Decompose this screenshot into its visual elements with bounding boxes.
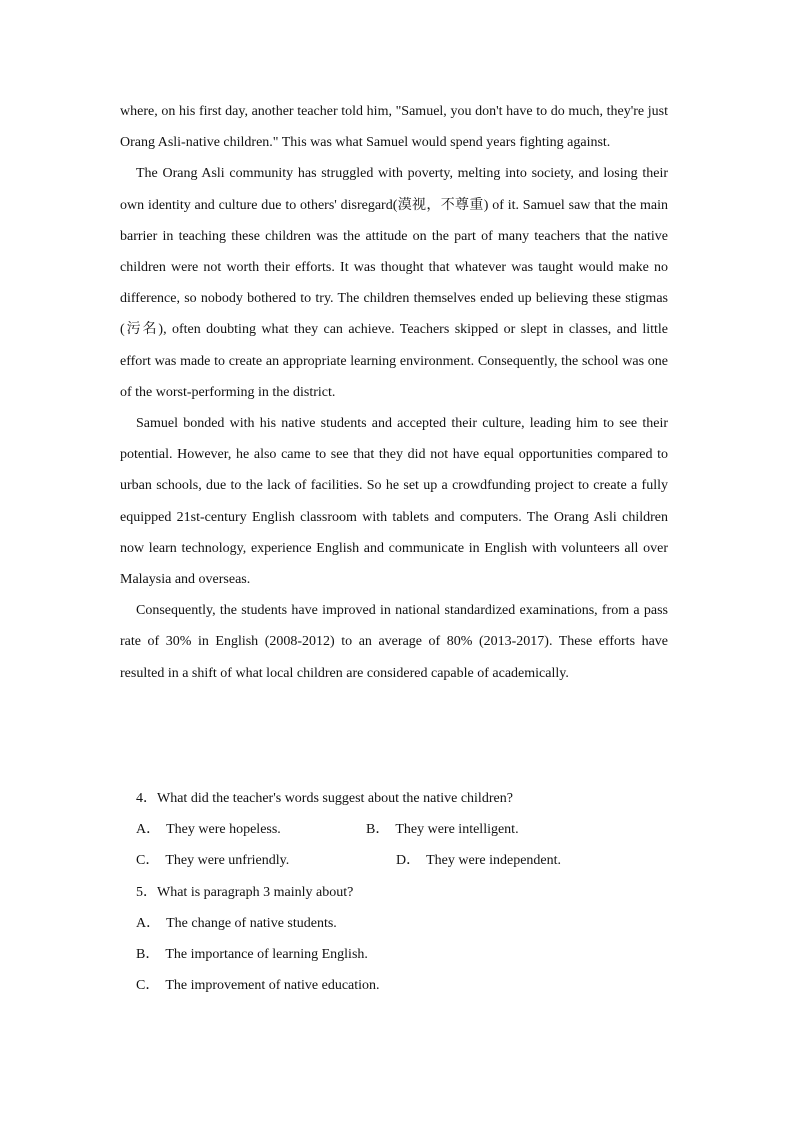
option-text: The improvement of native education. bbox=[165, 978, 380, 994]
question-5-option-b[interactable] bbox=[120, 939, 668, 970]
option-letter: A． bbox=[136, 915, 161, 931]
question-4-option-b[interactable] bbox=[366, 814, 519, 845]
question-5-option-a[interactable] bbox=[120, 908, 668, 939]
option-letter: D． bbox=[396, 853, 421, 869]
question-4-option-row-1 bbox=[120, 814, 668, 845]
passage-paragraph-4: Consequently, the students have improved in national standardized examinations, from a pass rate of 30% in English (2008-2012) to an average of 80% (2013-2017). These efforts have resulted in a shift of what local children are considered capable of academically. bbox=[120, 603, 668, 681]
option-text: They were intelligent. bbox=[395, 822, 519, 838]
option-letter: B． bbox=[136, 946, 160, 962]
option-text: The change of native students. bbox=[166, 915, 337, 931]
question-5-option-c[interactable] bbox=[120, 970, 668, 1001]
option-letter: C． bbox=[136, 853, 160, 869]
question-4-option-row-2 bbox=[120, 845, 668, 876]
question-4-option-c[interactable] bbox=[136, 845, 289, 876]
passage-paragraph-2: The Orang Asli community has struggled with poverty, melting into society, and losing their own identity and culture due to others' disregard(漠视，不尊重) of it. Samuel saw that the main barrier in teaching these children was the attitude on the part of many teachers that the native children were not worth their efforts. It was thought that whatever was taught would make no difference, so nobody bothered to try. The children themselves ended up believing these stigmas (污名), often doubting what they can achieve. Teachers skipped or slept in classes, and little effort was made to create an appropriate learning environment. Consequently, the school was one of the worst-performing in the district. bbox=[120, 166, 668, 400]
question-section bbox=[120, 783, 668, 1001]
option-letter: B． bbox=[366, 822, 390, 838]
passage-paragraph-1: where, on his first day, another teacher told him, "Samuel, you don't have to do much, they're just Orang Asli-native children." This was what Samuel would spend years fighting against. bbox=[120, 104, 668, 151]
passage-paragraph-3: Samuel bonded with his native students and accepted their culture, leading him to see their potential. However, he also came to see that they did not have equal opportunities compared to urban schools, due to the lack of facilities. So he set up a crowdfunding project to create a fully equipped 21st-century English classroom with tablets and computers. The Orang Asli children now learn technology, experience English and communicate in English with volunteers all over Malaysia and overseas. bbox=[120, 416, 668, 588]
option-text: They were unfriendly. bbox=[165, 853, 290, 869]
question-5-stem: 5．What is paragraph 3 mainly about? bbox=[136, 884, 354, 900]
question-4-option-d[interactable] bbox=[396, 845, 561, 876]
option-text: They were independent. bbox=[426, 853, 562, 869]
reading-passage bbox=[120, 96, 668, 689]
option-text: They were hopeless. bbox=[166, 822, 281, 838]
option-letter: C． bbox=[136, 978, 160, 994]
question-4-stem: 4．What did the teacher's words suggest about the native children? bbox=[136, 791, 513, 806]
question-4-option-a[interactable] bbox=[136, 814, 281, 845]
option-letter: A． bbox=[136, 822, 161, 838]
option-text: The importance of learning English. bbox=[165, 946, 368, 962]
